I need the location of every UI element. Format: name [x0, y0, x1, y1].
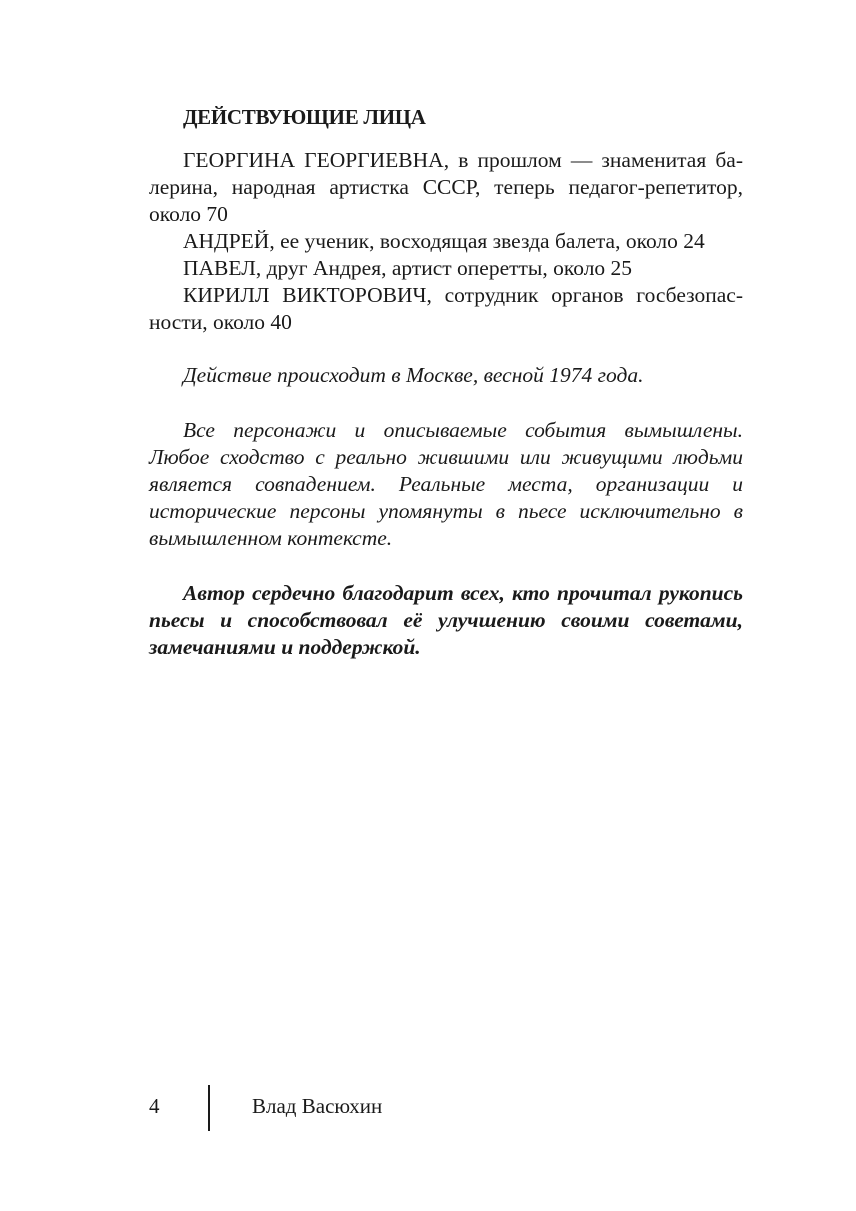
running-author-name: Влад Васюхин	[252, 1094, 383, 1118]
cast-item-kirill: КИРИЛЛ ВИКТОРОВИЧ, сотрудник органов госбезопасности, около 40	[149, 283, 743, 334]
cast-item-georgina: ГЕОРГИНА ГЕОРГИЕВНА, в прошлом — знаменитая балерина, народная артистка СССР, теперь педагог-репетитор, около 70	[149, 148, 743, 226]
page-number: 4	[149, 1094, 160, 1118]
footer-divider	[208, 1085, 210, 1131]
cast-list	[149, 147, 743, 336]
cast-item-andrey: АНДРЕЙ, ее ученик, восходящая звезда балета, около 24	[183, 229, 705, 253]
acknowledgement: Автор сердечно благодарит всех, кто прочитал рукопись пьесы и способствовал её улучшению своими советами, замечаниями и поддержкой.	[149, 581, 743, 659]
cast-heading: ДЕЙСТВУЮЩИЕ ЛИЦА	[183, 105, 426, 129]
text-column	[149, 104, 743, 661]
page-footer	[149, 1085, 549, 1131]
fiction-disclaimer: Все персонажи и описываемые события вымышлены. Любое сходство с реально жившими или живущими людьми является совпадением. Реальные места, организации и исторические персоны упомянуты в пьесе исключительно в вымышленном контексте.	[149, 418, 743, 550]
cast-item-pavel: ПАВЕЛ, друг Андрея, артист оперетты, около 25	[183, 256, 633, 280]
setting-note: Действие происходит в Москве, весной 1974 года.	[183, 363, 644, 387]
